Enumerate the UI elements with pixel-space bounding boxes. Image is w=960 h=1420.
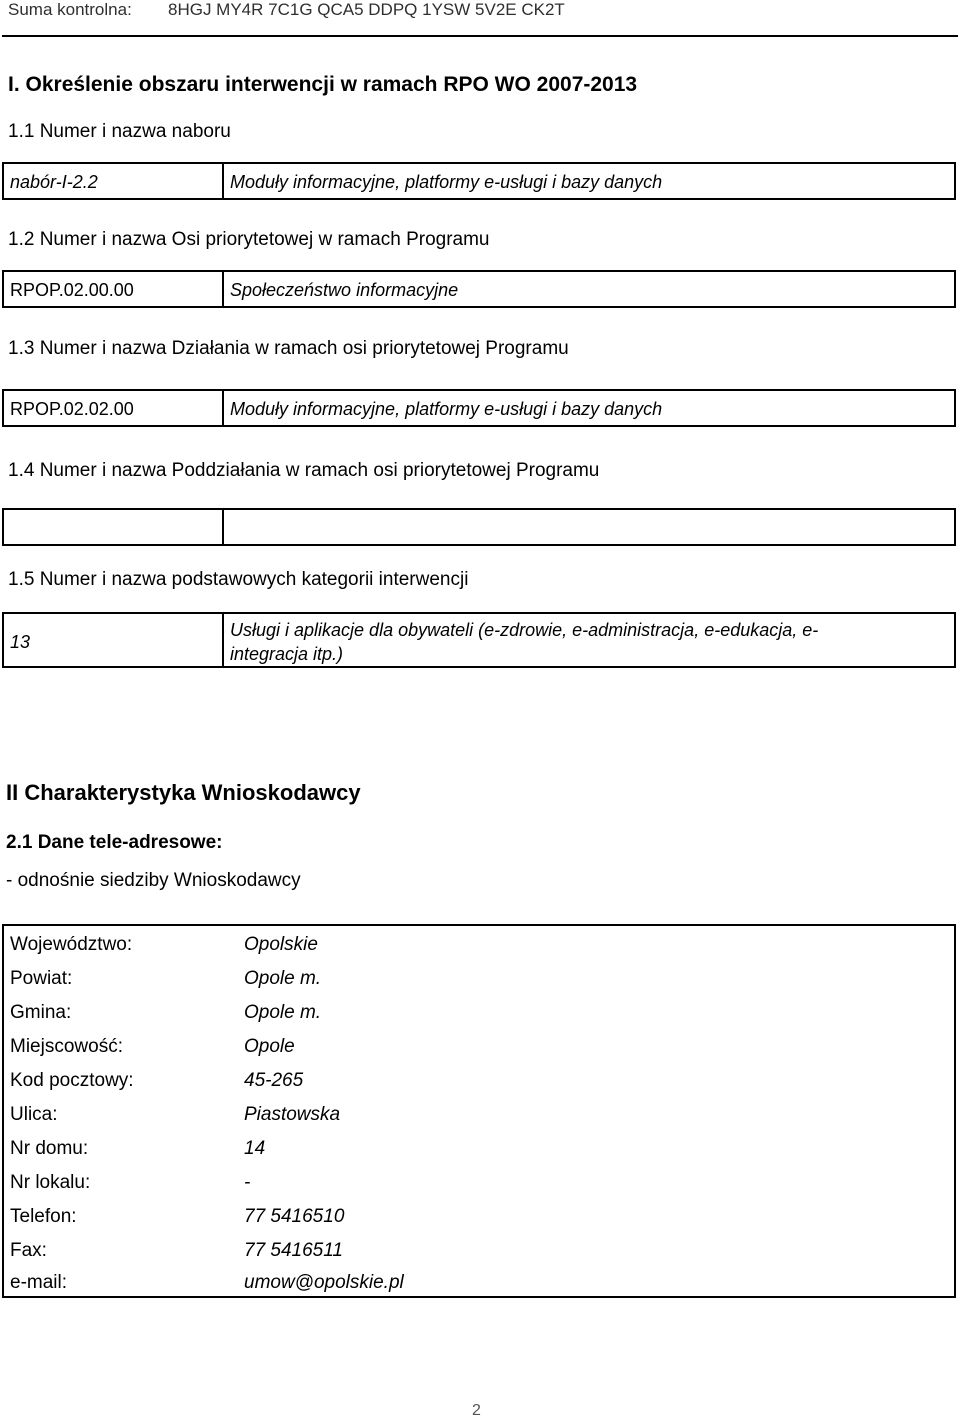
- section-1-4-box: [2, 508, 956, 546]
- section-1-5-heading: 1.5 Numer i nazwa podstawowych kategorii interwencji: [8, 569, 469, 590]
- label-miejscowosc: Miejscowość:: [10, 1036, 123, 1057]
- section-1-3-box: [2, 389, 956, 427]
- section-2-title: II Charakterystyka Wnioskodawcy: [6, 780, 361, 805]
- value-nr-lokalu: -: [244, 1172, 251, 1193]
- section-1-5-name-line1: Usługi i aplikacje dla obywateli (e-zdrowie, e-administracja, e-edukacja, e-: [230, 620, 819, 640]
- section-1-2-heading: 1.2 Numer i nazwa Osi priorytetowej w ramach Programu: [8, 229, 490, 250]
- column-divider: [222, 614, 224, 666]
- section-1-title: I. Określenie obszaru interwencji w ramach RPO WO 2007-2013: [8, 73, 638, 96]
- section-1-1-code: nabór-I-2.2: [10, 172, 98, 192]
- section-1-1-box: [2, 162, 956, 200]
- column-divider: [222, 510, 224, 544]
- label-fax: Fax:: [10, 1240, 47, 1261]
- section-1-4-heading: 1.4 Numer i nazwa Poddziałania w ramach osi priorytetowej Programu: [8, 460, 600, 481]
- label-telefon: Telefon:: [10, 1206, 77, 1227]
- column-divider: [222, 164, 224, 198]
- value-telefon: 77 5416510: [244, 1206, 345, 1227]
- section-1-3-heading: 1.3 Numer i nazwa Działania w ramach osi priorytetowej Programu: [8, 338, 569, 359]
- address-table: [2, 924, 956, 1298]
- label-wojewodztwo: Województwo:: [10, 934, 133, 955]
- section-1-2-code: RPOP.02.00.00: [10, 280, 134, 300]
- section-1-3-name: Moduły informacyjne, platformy e-usługi i bazy danych: [230, 399, 663, 419]
- label-email: e-mail:: [10, 1272, 68, 1293]
- label-powiat: Powiat:: [10, 968, 73, 989]
- label-kod-pocztowy: Kod pocztowy:: [10, 1070, 134, 1091]
- value-wojewodztwo: Opolskie: [244, 934, 318, 955]
- section-2-1-heading: 2.1 Dane tele-adresowe:: [6, 832, 223, 853]
- value-fax: 77 5416511: [244, 1240, 343, 1261]
- section-2-1-subheading: - odnośnie siedziby Wnioskodawcy: [6, 870, 301, 891]
- column-divider: [222, 272, 224, 306]
- section-1-2-box: [2, 270, 956, 308]
- value-miejscowosc: Opole: [244, 1036, 295, 1057]
- checksum-value: 8HGJ MY4R 7C1G QCA5 DDPQ 1YSW 5V2E CK2T: [168, 0, 565, 19]
- value-kod-pocztowy: 45-265: [244, 1070, 304, 1091]
- value-ulica: Piastowska: [244, 1104, 341, 1125]
- section-1-1-heading: 1.1 Numer i nazwa naboru: [8, 121, 231, 142]
- label-ulica: Ulica:: [10, 1104, 58, 1125]
- checksum-label: Suma kontrolna:: [8, 0, 132, 19]
- value-powiat: Opole m.: [244, 968, 322, 989]
- value-gmina: Opole m.: [244, 1002, 322, 1023]
- header-divider: [2, 35, 958, 37]
- value-email: umow@opolskie.pl: [244, 1272, 404, 1293]
- section-1-5-box: [2, 612, 956, 668]
- label-gmina: Gmina:: [10, 1002, 72, 1023]
- section-1-1-name: Moduły informacyjne, platformy e-usługi i bazy danych: [230, 172, 663, 192]
- section-1-3-code: RPOP.02.02.00: [10, 399, 134, 419]
- label-nr-domu: Nr domu:: [10, 1138, 89, 1159]
- label-nr-lokalu: Nr lokalu:: [10, 1172, 91, 1193]
- section-1-2-name: Społeczeństwo informacyjne: [230, 280, 459, 300]
- value-nr-domu: 14: [244, 1138, 266, 1159]
- column-divider: [222, 391, 224, 425]
- section-1-5-name-line2: integracja itp.): [230, 644, 344, 664]
- section-1-5-code: 13: [10, 632, 31, 652]
- page-number: 2: [472, 1402, 481, 1419]
